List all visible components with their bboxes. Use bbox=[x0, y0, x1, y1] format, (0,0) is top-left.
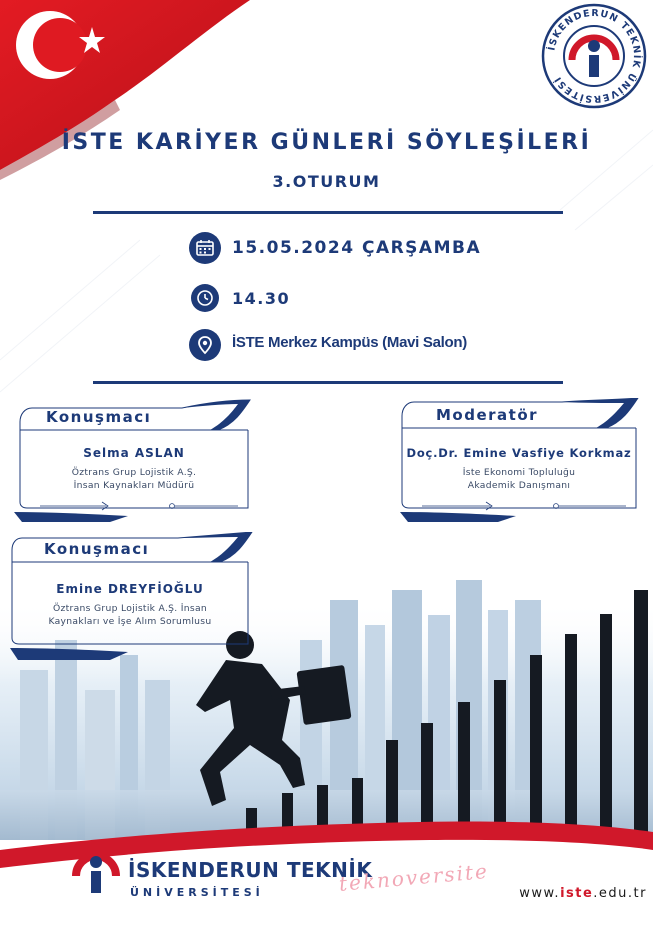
calendar-icon bbox=[189, 232, 221, 264]
event-date: 15.05.2024 ÇARŞAMBA bbox=[232, 238, 482, 258]
divider-bottom bbox=[93, 381, 563, 384]
speaker-1-name: Selma ASLAN bbox=[83, 446, 185, 460]
session-subtitle: 3.OTURUM bbox=[272, 172, 381, 191]
event-time: 14.30 bbox=[232, 289, 291, 308]
website-suffix: .edu.tr bbox=[593, 886, 647, 901]
footer-university-name: İSKENDERUN TEKNİK bbox=[128, 858, 373, 882]
location-pin-icon bbox=[189, 329, 221, 361]
moderator-card bbox=[398, 398, 642, 522]
footer-university-sub: ÜNİVERSİTESİ bbox=[130, 886, 264, 899]
moderator-title: Akademik Danışmanı bbox=[467, 480, 571, 491]
clock-icon bbox=[191, 284, 219, 312]
divider-top bbox=[93, 211, 563, 214]
speaker-1-label: Konuşmacı bbox=[46, 408, 152, 426]
speaker-card-1 bbox=[10, 398, 254, 522]
speaker-2-label: Konuşmacı bbox=[44, 540, 150, 558]
speaker-card-2 bbox=[8, 532, 254, 660]
logo-ring-text: İSKENDERUN TEKNİK ÜNİVERSİTESİ bbox=[546, 7, 643, 105]
speaker-1-company: Öztrans Grup Lojistik A.Ş. bbox=[71, 467, 197, 478]
moderator-org: İste Ekonomi Topluluğu bbox=[462, 467, 576, 478]
footer-logo-mark bbox=[66, 838, 126, 898]
footer-tagline: teknoversite bbox=[338, 858, 490, 896]
speaker-2-title: Kaynakları ve İşe Alım Sorumlusu bbox=[48, 616, 212, 627]
speaker-2-name: Emine DREYFİOĞLU bbox=[56, 582, 204, 596]
page-title: İSTE KARİYER GÜNLERİ SÖYLEŞİLERİ bbox=[61, 130, 592, 155]
website-brand: iste bbox=[560, 886, 594, 901]
website-prefix: www. bbox=[519, 886, 561, 901]
moderator-name: Doç.Dr. Emine Vasfiye Korkmaz bbox=[406, 446, 632, 460]
website-link[interactable] bbox=[519, 886, 647, 901]
speaker-2-company: Öztrans Grup Lojistik A.Ş. İnsan bbox=[52, 603, 208, 614]
event-location: İSTE Merkez Kampüs (Mavi Salon) bbox=[232, 334, 467, 351]
university-logo bbox=[538, 0, 650, 112]
moderator-label: Moderatör bbox=[436, 406, 539, 424]
speaker-1-title: İnsan Kaynakları Müdürü bbox=[73, 480, 195, 491]
